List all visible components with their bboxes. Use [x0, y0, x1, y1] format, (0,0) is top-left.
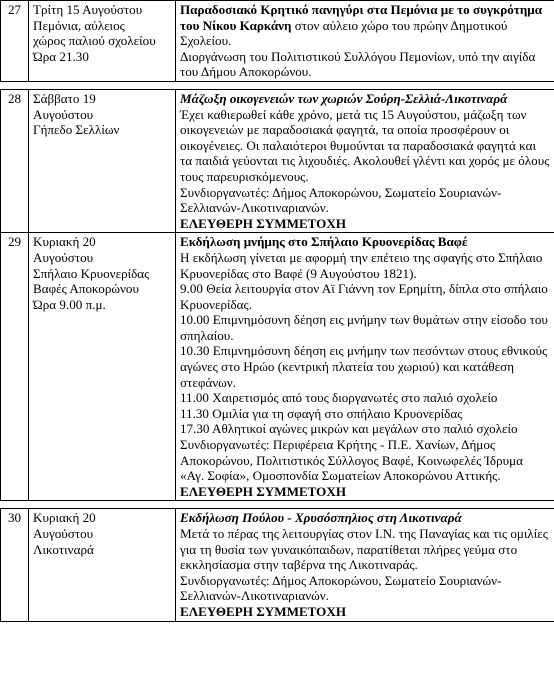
event-date-line: Κυριακή 20: [33, 510, 96, 526]
event-date-line: Πεμόνια, αύλειος: [33, 17, 125, 33]
event-body-text: Μετά το πέρας της λειτουργίας στον Ι.Ν. της Παναγίας και τις ομιλίες για τη θυσία των γυναικόπαιδων, παρατίθεται πλήρες γεύμα στο εκκλησίασμα στην ταβέρνα της Λικοτιναράς.: [180, 526, 548, 573]
event-title: Μάζωξη οικογενειών των χωριών Σούρη-Σελλιά-Λικοτιναρά: [180, 90, 508, 106]
table-row: [1, 233, 554, 501]
event-date-line: Τρίτη 15 Αυγούστου: [33, 2, 143, 17]
event-date-line: Ώρα 9.00 π.μ.: [33, 296, 106, 312]
event-body-text: Διοργάνωση του Πολιτιστικού Συλλόγου Πεμονίων, υπό την αιγίδα του Δήμου Αποκορώνου.: [180, 48, 536, 80]
event-description-cell: [176, 1, 554, 82]
event-number: 28: [1, 89, 29, 232]
free-entry-label: ΕΛΕΥΘΕΡΗ ΣΥΜΜΕΤΟΧΗ: [180, 483, 346, 499]
event-number: 27: [1, 1, 29, 82]
event-date-line: Βαφές Αποκορώνου: [33, 281, 139, 297]
event-date-cell: [29, 233, 176, 501]
event-date-line: Ώρα 21.30: [33, 48, 89, 64]
schedule-item: 11.30 Ομιλία για τη σφαγή στο σπήλαιο Κρυονερίδας: [180, 405, 463, 421]
event-title-paragraph: [180, 2, 550, 49]
event-description-cell: [176, 233, 554, 501]
event-date-line: Σάββατο 19: [33, 90, 96, 106]
event-date-cell: [29, 89, 176, 232]
event-date-line: Γήπεδο Σελλίων: [33, 122, 120, 138]
schedule-item: 11.00 Χαιρετισμός από τους διοργανωτές στο παλιό σχολείο: [180, 390, 498, 406]
schedule-item: 17.30 Αθλητικοί αγώνες μικρών και μεγάλων στο παλιό σχολείο: [180, 421, 518, 437]
event-date-cell: [29, 509, 176, 621]
table-row: [1, 1, 554, 82]
event-title: Εκδήλωση Πούλου - Χρυσόσπηλιος στη Λικοτιναρά: [180, 510, 462, 526]
event-date-line: Αυγούστου: [33, 526, 94, 541]
event-date-line: Λικοτιναρά: [33, 541, 94, 557]
table-row: [1, 89, 554, 232]
event-body-text: Η εκδήλωση γίνεται με αφορμή την επέτειο της σφαγής στο Σπήλαιο Κρυονερίδας στο Βαφέ (9 Αυγούστου 1821).: [180, 249, 543, 281]
event-date-line: Αυγούστου: [33, 106, 94, 122]
event-organizers: Συνδιοργανωτές: Δήμος Αποκορώνου, Σωματείο Σουριανών-Σελλιανών-Λικοτιναριανών.: [180, 184, 502, 216]
schedule-item: 10.30 Επιμνημόσυνη δέηση εις μνήμην των πεσόντων στους εθνικούς αγώνες στο Ηρώο (κεντρική πλατεία του χωριού) και κατάθεση στεφάνων.: [180, 343, 548, 390]
schedule-item: 10.00 Επιμνημόσυνη δέηση εις μνήμην των θυμάτων στην είσοδο του σπηλαίου.: [180, 312, 548, 343]
event-title: Παραδοσιακό Κρητικό πανηγύρι στα Πεμόνια με το συγκρότημα του Νίκου Καρκάνη: [180, 2, 543, 33]
event-organizers: Συνδιοργανωτές: Δήμος Αποκορώνου, Σωματείο Σουριανών-Σελλιανών-Λικοτιναριανών.: [180, 572, 502, 604]
event-title-tail: στον αύλειο χώρο του πρώην Δημοτικού Σχολείου.: [180, 17, 508, 49]
schedule-item: 9.00 Θεία λειτουργία στον Αϊ Γιάννη τον Ερημίτη, δίπλα στο σπήλαιο Κρυονερίδας.: [180, 281, 548, 312]
event-date-line: Σπήλαιο Κρυονερίδας: [33, 265, 150, 281]
event-date-cell: [29, 1, 176, 82]
free-entry-label: ΕΛΕΥΘΕΡΗ ΣΥΜΜΕΤΟΧΗ: [180, 215, 346, 231]
free-entry-label: ΕΛΕΥΘΕΡΗ ΣΥΜΜΕΤΟΧΗ: [180, 603, 346, 619]
event-number: 29: [1, 233, 29, 501]
event-organizers: Συνδιοργανωτές: Περιφέρεια Κρήτης - Π.Ε. Χανίων, Δήμος Αποκορώνου, Πολιτιστικός Σύλλογος Βαφέ, Κοινωφελές Ίδρυμα «Αγ. Σοφία», Ομοσπονδία Σωματείων Αποκορώνου Αττικής.: [180, 437, 523, 484]
event-date-line: χώρος παλιού σχολείου: [33, 33, 156, 49]
event-date-line: Αυγούστου: [33, 249, 94, 265]
event-description-cell: [176, 89, 554, 232]
event-description-cell: [176, 509, 554, 621]
event-body-text: Έχει καθιερωθεί κάθε χρόνο, μετά τις 15 Αυγούστου, μάζωξη των οικογενειών με παραδοσιακά φαγητά, τα οποία προσφέρουν οι οικογένειες. Οι παλαιότεροι θυμούνται τα παραδοσιακά φαγητά και τα παιδιά γεύονται τις λιχουδιές. Ακολουθεί γλέντι και χορός με όλους τους παρευρισκόμενους.: [180, 106, 550, 184]
table-row: [1, 509, 554, 621]
event-date-line: Κυριακή 20: [33, 234, 96, 250]
event-number: 30: [1, 509, 29, 621]
event-title: Εκδήλωση μνήμης στο Σπήλαιο Κρυονερίδας Βαφέ: [180, 234, 468, 250]
